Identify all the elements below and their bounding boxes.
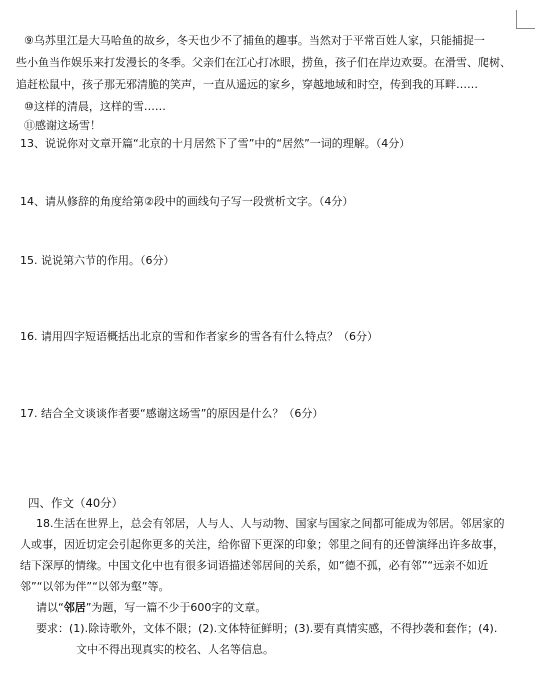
essay-title-instruction	[36, 601, 266, 615]
question-14: 14、请从修辞的角度给第②段中的画线句子写一段赏析文字。（4分）	[20, 195, 354, 208]
passage-para11: ⑪感谢这场雪！	[24, 119, 101, 132]
question-13: 13、说说你对文章开篇“北京的十月居然下了雪”中的“居然”一词的理解。（4分）	[20, 137, 411, 150]
page-corner-mark	[516, 10, 535, 29]
question-16: 16. 请用四字短语概括出北京的雪和作者家乡的雪各有什么特点？（6分）	[20, 330, 378, 343]
question-17: 17. 结合全文谈谈作者要“感谢这场雪”的原因是什么？（6分）	[20, 407, 324, 420]
instruction-prefix: 请以“	[36, 601, 64, 614]
question-15: 15. 说说第六节的作用。（6分）	[20, 254, 175, 267]
essay-section-heading: 四、作文（40分）	[28, 496, 124, 510]
passage-para9-line2: 些小鱼当作娱乐来打发漫长的冬季。父亲们在江心打冰眼，捞鱼，孩子们在岸边欢耍。在滑雪、爬树、	[16, 56, 511, 69]
essay-prompt-line4: 邻”“以邻为伴”“以邻为壑”等。	[20, 580, 170, 593]
essay-prompt-line1: 18.生活在世界上，总会有邻居，人与人、人与动物、国家与国家之间都可能成为邻居。邻居家的	[36, 517, 505, 530]
essay-prompt-line2: 人或事，因近切定会引起你更多的关注，给你留下更深的印象；邻里之间有的还曾演绎出许多故事，	[20, 538, 504, 551]
passage-para9-line1: ⑨乌苏里江是大马哈鱼的故乡，冬天也少不了捕鱼的趣事。当然对于平常百姓人家，只能捕捉一	[24, 34, 485, 47]
instruction-suffix: ”为题，写一篇不少于600字的文章。	[85, 601, 267, 614]
essay-prompt-line3: 结下深厚的情缘。中国文化中也有很多词语描述邻居间的关系，如“德不孤，必有邻”“远亲不如近	[20, 559, 489, 572]
essay-title: 邻居	[63, 601, 86, 614]
passage-para9-line3: 追赶松鼠中，孩子那无邪清脆的笑声，一直从遥远的家乡，穿越地域和时空，传到我的耳畔……	[16, 78, 478, 91]
passage-para10: ⑩这样的清晨，这样的雪……	[24, 100, 166, 113]
essay-requirements-line1: 要求：(1).除诗歌外，文体不限；(2).文体特征鲜明；(3).要有真情实感，不得抄袭和套作；(4).	[36, 622, 498, 635]
essay-requirements-line2: 文中不得出现真实的校名、人名等信息。	[76, 643, 274, 656]
